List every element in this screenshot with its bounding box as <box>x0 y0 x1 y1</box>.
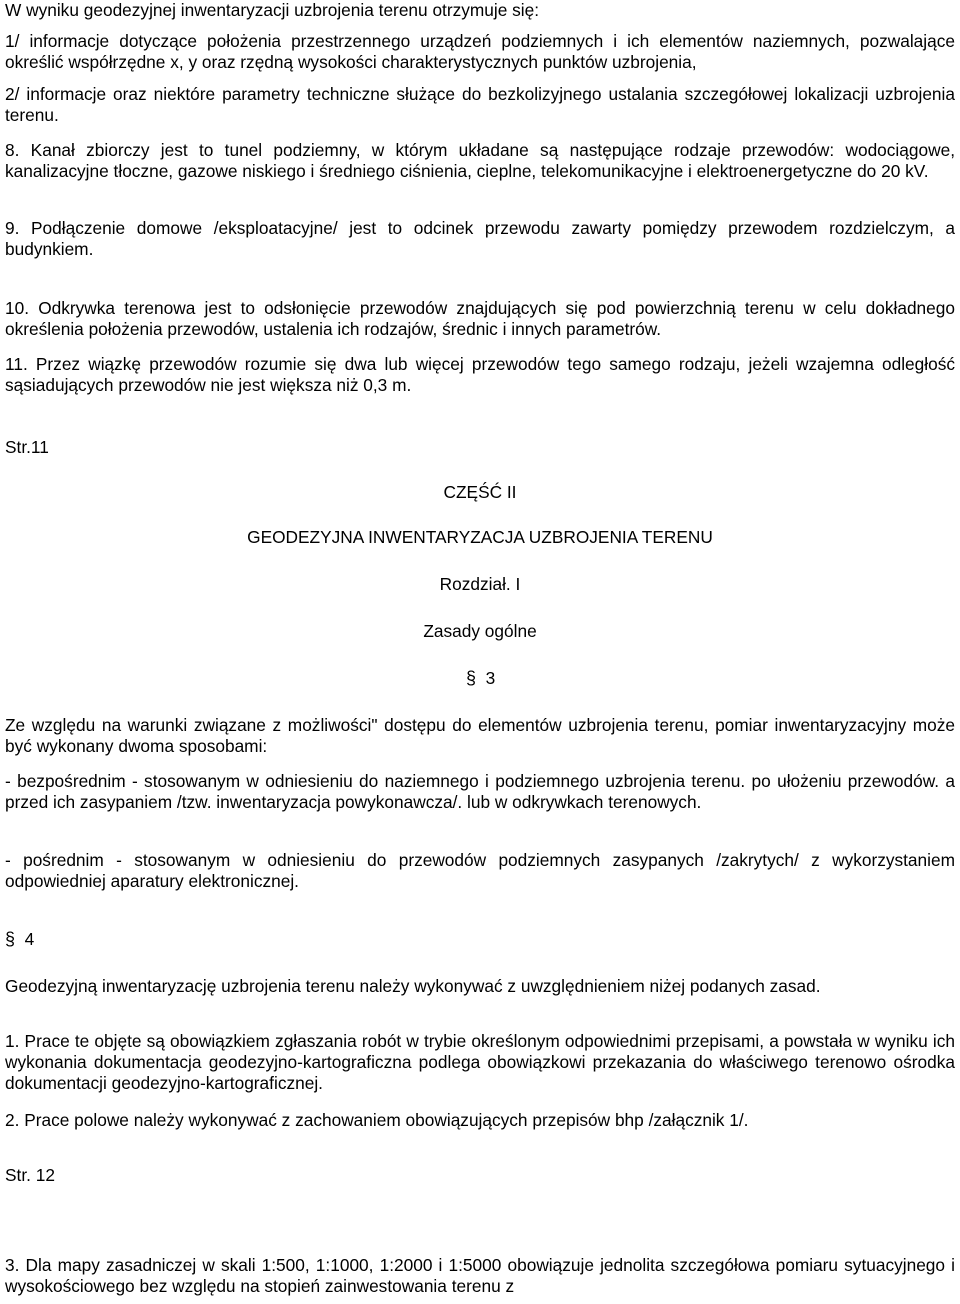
list-item-2: 2/ informacje oraz niektóre parametry techniczne służące do bezkolizyjnego ustalania szczegółowej lokalizacji uzbrojenia terenu. <box>5 84 955 125</box>
definition-9: 9. Podłączenie domowe /eksploatacyjne/ jest to odcinek przewodu zawarty pomiędzy przewodem rozdzielczym, a budynkiem. <box>5 218 955 259</box>
section-4-heading <box>5 929 34 950</box>
chapter-title: Zasady ogólne <box>423 621 537 641</box>
definition-10: 10. Odkrywka terenowa jest to odsłonięcie przewodów znajdujących się pod powierzchnią terenu w celu dokładnego określenia położenia przewodów, ustalenia ich rodzajów, średnic i innych parametrów. <box>5 298 955 339</box>
chapter-heading: Rozdział. I <box>439 574 521 594</box>
section-4-paragraph-3: 2. Prace polowe należy wykonywać z zachowaniem obowiązujących przepisów bhp /załącznik 1/. <box>5 1110 749 1130</box>
section-sign-icon: § <box>5 929 16 949</box>
section-4-paragraph-1: Geodezyjną inwentaryzację uzbrojenia terenu należy wykonywać z uwzględnieniem niżej podanych zasad. <box>5 976 821 996</box>
section-4-paragraph-2: 1. Prace te objęte są obowiązkiem zgłaszania robót w trybie określonym odpowiednimi przepisami, a powstała w wyniku ich wykonania dokumentacja geodezyjno-kartograficzna podlega obowiązkowi przekazania do właściwego terenowo ośrodka dokumentacji geodezyjno-kartograficznej. <box>5 1031 955 1093</box>
definition-11: 11. Przez wiązkę przewodów rozumie się dwa lub więcej przewodów tego samego rodzaju, jeżeli wzajemna odległość sąsiadujących przewodów nie jest większa niż 0,3 m. <box>5 354 955 395</box>
part-title: CZĘŚĆ II <box>443 482 517 502</box>
intro-text: W wyniku geodezyjnej inwentaryzacji uzbrojenia terenu otrzymuje się: <box>5 0 540 20</box>
section-4-number: 4 <box>24 929 35 949</box>
section-3-paragraph-1: Ze względu na warunki związane z możliwości" dostępu do elementów uzbrojenia terenu, pomiar inwentaryzacyjny może być wykonany dwoma sposobami: <box>5 715 955 756</box>
definition-8: 8. Kanał zbiorczy jest to tunel podziemny, w którym układane są następujące rodzaje przewodów: wodociągowe, kanalizacyjne tłoczne, gazowe niskiego i średniego ciśnienia, cieplne, telekomunikacyjne i elektroenergetyczne do 20 kV. <box>5 140 955 181</box>
part-subtitle: GEODEZYJNA INWENTARYZACJA UZBROJENIA TERENU <box>247 527 713 547</box>
section-3-paragraph-2: - bezpośrednim - stosowanym w odniesieniu do naziemnego i podziemnego uzbrojenia terenu. po ułożeniu przewodów. a przed ich zasypaniem /tzw. inwentaryzacja powykonawcza/. lub w odkrywkach terenowych. <box>5 771 955 812</box>
section-3-number: 3 <box>485 668 496 688</box>
section-3-paragraph-3: - pośrednim - stosowanym w odniesieniu do przewodów podziemnych zasypanych /zakrytych/ z wykorzystaniem odpowiedniej aparatury elektronicznej. <box>5 850 955 891</box>
section-4-paragraph-4: 3. Dla mapy zasadniczej w skali 1:500, 1:1000, 1:2000 i 1:5000 obowiązuje jednolita szczegółowa pomiaru sytuacyjnego i wysokościowego bez względu na stopień zainwestowania terenu z <box>5 1255 955 1296</box>
section-3-heading <box>466 668 495 689</box>
page-reference-12: Str. 12 <box>5 1165 55 1185</box>
page-reference-11: Str.11 <box>5 437 49 457</box>
list-item-1: 1/ informacje dotyczące położenia przestrzennego urządzeń podziemnych i ich elementów naziemnych, pozwalające określić współrzędne x, y oraz rzędną wysokości charakterystycznych punktów uzbrojenia, <box>5 31 955 72</box>
section-sign-icon: § <box>466 668 477 688</box>
